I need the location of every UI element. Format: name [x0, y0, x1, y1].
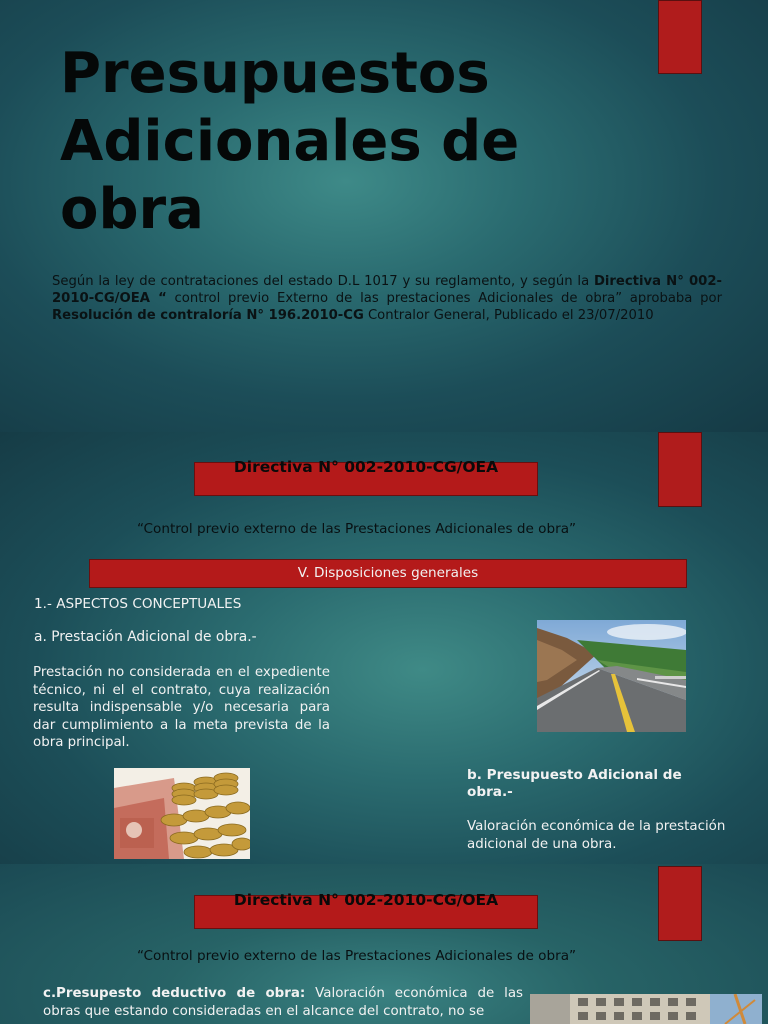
intro-bold-directiva: Directiva N° 002-2010-CG/OEA “ [52, 274, 722, 306]
intro-text-3: Contralor General, Publicado el 23/07/2010 [363, 308, 654, 323]
slide-directiva [0, 432, 768, 864]
subheading-a: a. Prestación Adicional de obra.- [34, 629, 257, 645]
road-photo [537, 620, 686, 732]
paragraph-b: Valoración económica de la prestación adicional de una obra. [467, 819, 726, 852]
directiva-quote: “Control previo externo de las Prestaciones Adicionales de obra” [137, 948, 577, 964]
building-image [530, 994, 762, 1024]
directiva-title-box [194, 891, 538, 929]
red-accent-tab [658, 0, 702, 74]
slide-directiva-continued [0, 864, 768, 1024]
slide-title [0, 0, 768, 432]
intro-text-1: Según la ley de contrataciones del estado D.L 1017 y su reglamento, y según la [52, 274, 594, 289]
red-accent-tab [658, 432, 702, 507]
subheading-b: b. Presupuesto Adicional de obra.- [467, 767, 682, 800]
coins-image [114, 768, 250, 859]
intro-bold-resolucion: Resolución de contraloría N° 196.2010-CG [52, 308, 364, 323]
directiva-title-box [194, 458, 538, 496]
paragraph-c [43, 985, 523, 1020]
paragraph-a: Prestación no considerada en el expediente técnico, ni el el contrato, cuya realización resulta indispensable y/o necesaria para dar cumplimiento a la meta prevista de la obra principal. [33, 665, 330, 750]
directiva-title: Directiva N° 002-2010-CG/OEA [233, 891, 499, 909]
coins-photo [114, 768, 250, 859]
directiva-title: Directiva N° 002-2010-CG/OEA [233, 458, 499, 476]
section-heading: 1.- ASPECTOS CONCEPTUALES [34, 596, 242, 612]
directiva-quote: “Control previo externo de las Prestaciones Adicionales de obra” [137, 521, 577, 537]
section-band: V. Disposiciones generales [89, 559, 687, 588]
red-accent-tab [658, 866, 702, 941]
building-photo [530, 994, 762, 1024]
subheading-c: c.Presupesto deductivo de obra: [43, 986, 306, 1001]
intro-paragraph [52, 273, 722, 324]
paragraph-c-text: Valoración económica de las obras que estando consideradas en el alcance del contrato, no se [43, 986, 524, 1019]
road-image [537, 620, 686, 732]
intro-text-2: control previo Externo de las prestaciones Adicionales de obra” aprobaba por [166, 291, 723, 306]
slide-title-heading: Presupuestos Adicionales de obra [60, 41, 520, 242]
